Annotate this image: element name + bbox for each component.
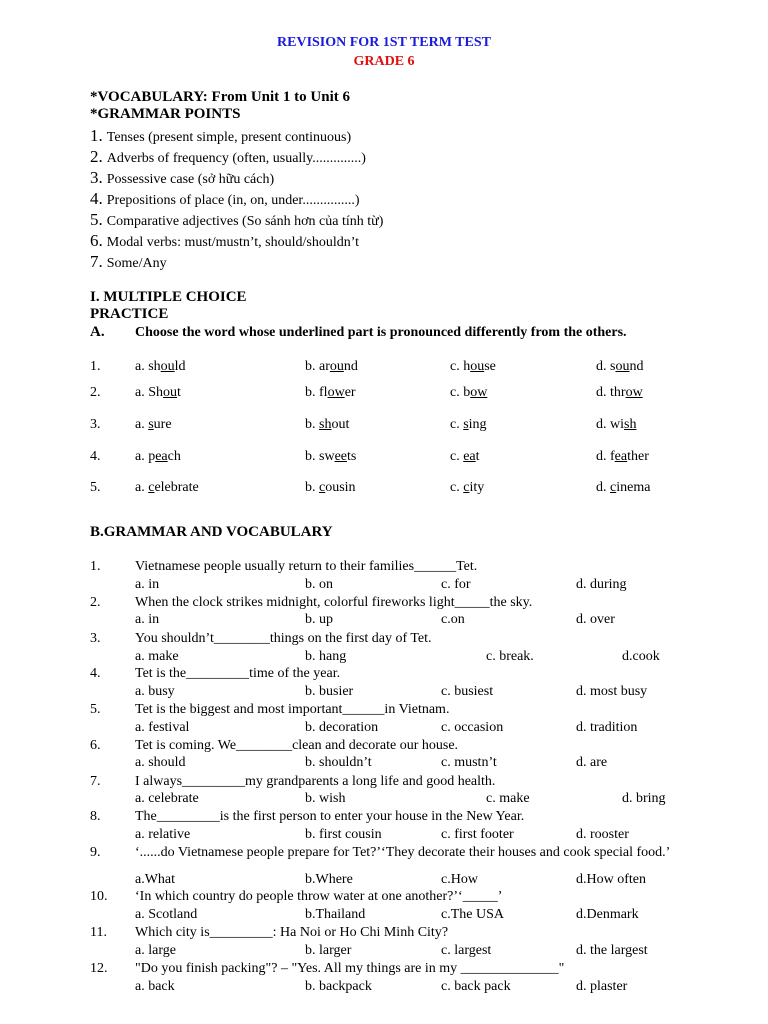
question-options-row <box>0 979 768 999</box>
option-text: b. <box>305 480 319 495</box>
answer-option-d: d. the largest <box>576 943 648 958</box>
question-number: 9. <box>90 845 101 860</box>
question-stem-row <box>0 666 768 686</box>
question-options-row <box>0 577 768 597</box>
answer-option-b: b. larger <box>305 943 352 958</box>
answer-option-d: d.Denmark <box>576 907 639 922</box>
option-text: c. <box>450 417 464 432</box>
question-stem: When the clock strikes midnight, colorful fireworks light_____the sky. <box>135 595 533 610</box>
question-number: 4. <box>90 666 101 681</box>
underlined-part: c <box>610 480 617 495</box>
option-text: nd <box>343 359 358 374</box>
option-b <box>305 480 356 496</box>
question-stem-row <box>0 925 768 945</box>
question-stem-row <box>0 809 768 829</box>
option-text: nd <box>629 359 644 374</box>
answer-option-a: a. relative <box>135 827 191 842</box>
grammar-point <box>90 252 167 272</box>
question-stem-row <box>0 631 768 651</box>
question-number: 6. <box>90 738 101 753</box>
option-b <box>305 359 358 375</box>
option-a <box>135 449 181 465</box>
question-stem-row <box>0 702 768 722</box>
grammar-point-number: 4. <box>90 189 103 208</box>
answer-option-d: d. are <box>576 755 608 770</box>
option-d <box>596 359 643 375</box>
option-text: c. h <box>450 359 471 374</box>
underlined-part: ow <box>625 385 643 400</box>
option-a <box>135 385 181 401</box>
underlined-part: ea <box>614 449 628 464</box>
option-text: d. s <box>596 359 616 374</box>
question-stem: ‘......do Vietnamese people prepare for Tet?’‘They decorate their houses and cook special food.’ <box>135 845 671 860</box>
underlined-part: s <box>463 417 469 432</box>
grammar-point <box>90 168 274 188</box>
option-text: inema <box>616 480 651 495</box>
question-stem: ‘In which country do people throw water at one another?’‘_____’ <box>135 889 503 904</box>
option-text: b. fl <box>305 385 328 400</box>
question-options-row <box>0 755 768 775</box>
question-number: 8. <box>90 809 101 824</box>
option-text: a. p <box>135 449 156 464</box>
question-stem: The_________is the first person to enter your house in the New Year. <box>135 809 525 824</box>
option-text: ousin <box>325 480 356 495</box>
option-text: t <box>475 449 480 464</box>
option-text: a. sh <box>135 359 161 374</box>
option-d <box>596 480 650 496</box>
grammar-point-text: Some/Any <box>106 256 167 271</box>
document-title: REVISION FOR 1ST TERM TEST <box>277 35 491 50</box>
answer-option-c: c.How <box>441 872 478 887</box>
practice-heading: PRACTICE <box>90 306 169 322</box>
answer-option-d: d. rooster <box>576 827 629 842</box>
option-a <box>135 480 199 496</box>
option-text: t <box>177 385 181 400</box>
underlined-part: ou <box>615 359 630 374</box>
option-text: ther <box>627 449 649 464</box>
grammar-point-text: Comparative adjectives (So sánh hơn của tính từ) <box>106 214 384 229</box>
question-options-row <box>0 943 768 963</box>
question-stem: I always_________my grandparents a long life and good health. <box>135 774 496 789</box>
answer-option-b: b. decoration <box>305 720 379 735</box>
question-stem-row <box>0 961 768 981</box>
question-number: 11. <box>90 925 107 940</box>
question-options-row <box>0 827 768 847</box>
underlined-part: sh <box>624 417 637 432</box>
option-text: b. <box>305 417 319 432</box>
answer-option-d: d.cook <box>622 649 660 664</box>
answer-option-a: a. large <box>135 943 176 958</box>
option-text: d. thr <box>596 385 626 400</box>
underlined-part: ow <box>327 385 345 400</box>
question-stem: Tet is coming. We________clean and decorate our house. <box>135 738 459 753</box>
option-b <box>305 449 356 465</box>
answer-option-b: b. wish <box>305 791 346 806</box>
answer-option-d: d. plaster <box>576 979 628 994</box>
option-text: elebrate <box>154 480 199 495</box>
option-c <box>450 385 487 401</box>
question-number: 1. <box>90 559 101 574</box>
answer-option-a: a. make <box>135 649 179 664</box>
section-a-instruction: Choose the word whose underlined part is pronounced differently from the others. <box>135 325 627 340</box>
question-number: 2. <box>90 595 101 610</box>
option-d <box>596 449 649 465</box>
option-text: c. b <box>450 385 471 400</box>
option-text: ts <box>347 449 357 464</box>
grammar-point-number: 1. <box>90 126 103 145</box>
answer-option-b: b. on <box>305 577 333 592</box>
answer-option-a: a. in <box>135 612 160 627</box>
answer-option-a: a. festival <box>135 720 190 735</box>
question-number: 1. <box>90 359 101 374</box>
answer-option-d: d. tradition <box>576 720 638 735</box>
answer-option-d: d.How often <box>576 872 646 887</box>
question-number: 12. <box>90 961 108 976</box>
option-d <box>596 417 636 433</box>
question-options-row <box>0 907 768 927</box>
grammar-point-text: Modal verbs: must/mustn’t, should/shouldn’t <box>106 235 360 250</box>
option-b <box>305 417 349 433</box>
option-text: ch <box>167 449 181 464</box>
grammar-point-text: Possessive case (sở hữu cách) <box>106 172 275 187</box>
option-d <box>596 385 643 401</box>
underlined-part: s <box>148 417 154 432</box>
option-text: ld <box>174 359 186 374</box>
grammar-point <box>90 210 383 230</box>
option-text: c. <box>450 480 464 495</box>
underlined-part: sh <box>319 417 332 432</box>
answer-option-c: c. occasion <box>441 720 504 735</box>
grammar-point-text: Prepositions of place (in, on, under...............) <box>106 193 360 208</box>
pronunciation-row <box>0 417 768 437</box>
option-text: a. <box>135 417 149 432</box>
question-options-row <box>0 791 768 811</box>
answer-option-d: d. most busy <box>576 684 648 699</box>
option-c <box>450 480 484 496</box>
option-c <box>450 449 480 465</box>
question-stem: Tet is the biggest and most important______in Vietnam. <box>135 702 450 717</box>
answer-option-d: d. bring <box>622 791 666 806</box>
grammar-point-number: 6. <box>90 231 103 250</box>
option-text: a. <box>135 480 149 495</box>
question-number: 7. <box>90 774 101 789</box>
question-stem: Tet is the_________time of the year. <box>135 666 341 681</box>
question-number: 3. <box>90 417 101 432</box>
grammar-vocabulary-heading: B.GRAMMAR AND VOCABULARY <box>90 524 333 540</box>
answer-option-c: c. busiest <box>441 684 494 699</box>
option-c <box>450 417 487 433</box>
answer-option-b: b. backpack <box>305 979 372 994</box>
grade-label: GRADE 6 <box>353 54 415 69</box>
answer-option-a: a. Scotland <box>135 907 198 922</box>
pronunciation-row <box>0 385 768 405</box>
answer-option-c: c. make <box>486 791 530 806</box>
answer-option-d: d. during <box>576 577 627 592</box>
question-stem-row <box>0 845 768 865</box>
grammar-point <box>90 189 360 209</box>
option-text: ing <box>468 417 487 432</box>
answer-option-b: b. hang <box>305 649 347 664</box>
answer-option-a: a. back <box>135 979 175 994</box>
question-number: 10. <box>90 889 108 904</box>
question-stem: You shouldn’t________things on the first day of Tet. <box>135 631 432 646</box>
grammar-points-heading: *GRAMMAR POINTS <box>90 106 241 122</box>
answer-option-c: c. first footer <box>441 827 514 842</box>
section-a-label: A. <box>90 324 105 340</box>
option-text: ure <box>153 417 172 432</box>
grammar-point-text: Tenses (present simple, present continuous) <box>106 130 352 145</box>
multiple-choice-heading: I. MULTIPLE CHOICE <box>90 289 247 305</box>
underlined-part: ou <box>163 385 177 400</box>
answer-option-c: c. mustn’t <box>441 755 497 770</box>
underlined-part: c <box>319 480 326 495</box>
question-stem: Which city is_________: Ha Noi or Ho Chi Minh City? <box>135 925 449 940</box>
question-number: 2. <box>90 385 101 400</box>
question-number: 5. <box>90 480 101 495</box>
answer-option-b: b. up <box>305 612 333 627</box>
option-text: d. wi <box>596 417 624 432</box>
grammar-point <box>90 231 359 251</box>
pronunciation-row <box>0 449 768 469</box>
underlined-part: ou <box>160 359 175 374</box>
option-text: b. sw <box>305 449 335 464</box>
question-stem: "Do you finish packing"? – "Yes. All my things are in my ______________" <box>135 961 565 976</box>
answer-option-a: a. should <box>135 755 186 770</box>
option-text: c. <box>450 449 464 464</box>
answer-option-c: c. for <box>441 577 471 592</box>
answer-option-b: b.Thailand <box>305 907 366 922</box>
vocabulary-line: *VOCABULARY: From Unit 1 to Unit 6 <box>90 89 351 105</box>
underlined-part: ea <box>155 449 168 464</box>
answer-option-b: b.Where <box>305 872 353 887</box>
pronunciation-row <box>0 480 768 500</box>
question-stem: Vietnamese people usually return to their families______Tet. <box>135 559 478 574</box>
option-a <box>135 359 186 375</box>
grammar-point-number: 7. <box>90 252 103 271</box>
question-number: 4. <box>90 449 101 464</box>
option-text: er <box>344 385 356 400</box>
pronunciation-row <box>0 359 768 379</box>
grammar-point <box>90 126 351 146</box>
option-c <box>450 359 496 375</box>
option-b <box>305 385 356 401</box>
grammar-point-number: 2. <box>90 147 103 166</box>
option-text: se <box>484 359 496 374</box>
option-text: d. f <box>596 449 615 464</box>
underlined-part: ee <box>334 449 347 464</box>
question-number: 5. <box>90 702 101 717</box>
underlined-part: ea <box>463 449 476 464</box>
option-a <box>135 417 172 433</box>
option-text: ity <box>469 480 485 495</box>
answer-option-c: c.on <box>441 612 465 627</box>
answer-option-a: a. celebrate <box>135 791 199 806</box>
grammar-point-text: Adverbs of frequency (often, usually..............) <box>106 151 366 166</box>
underlined-part: ou <box>329 359 344 374</box>
question-stem-row <box>0 559 768 579</box>
answer-option-b: b. first cousin <box>305 827 382 842</box>
grammar-point <box>90 147 366 167</box>
grammar-point-number: 5. <box>90 210 103 229</box>
answer-option-c: c. break. <box>486 649 534 664</box>
question-stem-row <box>0 889 768 909</box>
answer-option-a: a.What <box>135 872 176 887</box>
question-options-row <box>0 720 768 740</box>
option-text: b. ar <box>305 359 330 374</box>
answer-option-c: c.The USA <box>441 907 504 922</box>
answer-option-a: a. busy <box>135 684 175 699</box>
option-text: a. Sh <box>135 385 163 400</box>
question-number: 3. <box>90 631 101 646</box>
answer-option-c: c. largest <box>441 943 492 958</box>
underlined-part: ow <box>470 385 488 400</box>
answer-option-b: b. shouldn’t <box>305 755 372 770</box>
answer-option-a: a. in <box>135 577 160 592</box>
underlined-part: ou <box>470 359 485 374</box>
answer-option-b: b. busier <box>305 684 354 699</box>
option-text: d. <box>596 480 610 495</box>
question-options-row <box>0 612 768 632</box>
underlined-part: c <box>148 480 155 495</box>
answer-option-d: d. over <box>576 612 615 627</box>
underlined-part: c <box>463 480 470 495</box>
question-options-row <box>0 684 768 704</box>
grammar-point-number: 3. <box>90 168 103 187</box>
answer-option-c: c. back pack <box>441 979 511 994</box>
option-text: out <box>331 417 350 432</box>
